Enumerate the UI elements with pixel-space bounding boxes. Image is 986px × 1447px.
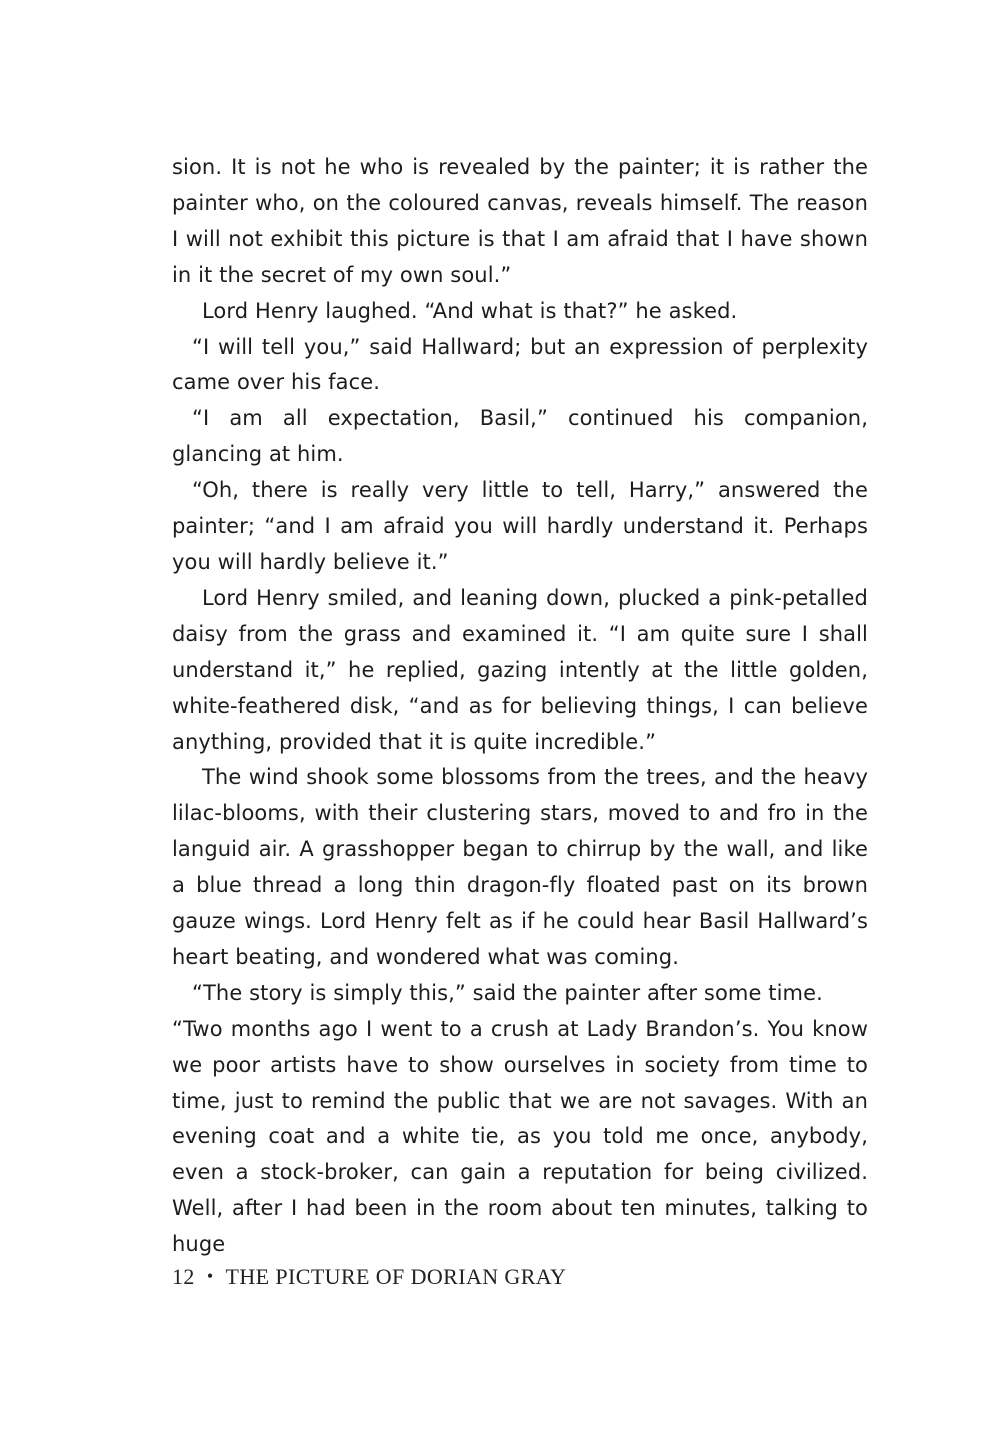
paragraph: The wind shook some blossoms from the trees, and the heavy lilac-blooms, with their clustering stars, moved to and fro in the languid air. A grasshopper began to chirrup by the wall, and like a blue thread a long thin dragon-fly floated past on its brown gauze wings. Lord Henry felt as if he could hear Basil Hallward’s heart beating, and wondered what was coming. [172, 765, 868, 969]
book-title: THE PICTURE OF DORIAN GRAY [225, 1264, 567, 1289]
running-footer [172, 1264, 566, 1290]
body-text [172, 150, 868, 1263]
page-number: 12 [172, 1264, 195, 1289]
paragraph: Lord Henry smiled, and leaning down, plucked a pink-petalled daisy from the grass and examined it. “I am quite sure I shall understand it,” he replied, gazing intently at the little golden, white-feathered disk, “and as for believing things, I can believe anything, provided that it is quite incredible.” [172, 585, 868, 754]
paragraph-continuation: sion. It is not he who is revealed by the painter; it is rather the painter who, on the coloured canvas, reveals himself. The reason I will not exhibit this picture is that I am afraid that I have shown in it the secret of my own soul.” [172, 155, 868, 287]
paragraph: “Oh, there is really very little to tell, Harry,” answered the painter; “and I am afraid you will hardly understand it. Perhaps you will hardly believe it.” [172, 478, 868, 574]
paragraph: “I am all expectation, Basil,” continued his companion, glancing at him. [172, 406, 868, 467]
paragraph: “The story is simply this,” said the painter after some time. [192, 980, 823, 1005]
bullet-separator: • [206, 1266, 214, 1286]
paragraph: Lord Henry laughed. “And what is that?” he asked. [202, 298, 738, 323]
paragraph: “Two months ago I went to a crush at Lady Brandon’s. You know we poor artists have to show ourselves in society from time to time, just to remind the public that we are not savages. With an evening coat and a white tie, as you told me once, anybody, even a stock-broker, can gain a reputation for being civilized. Well, after I had been in the room about ten minutes, talking to huge [172, 1016, 868, 1257]
paragraph: “I will tell you,” said Hallward; but an expression of perplexity came over his face. [172, 334, 868, 395]
